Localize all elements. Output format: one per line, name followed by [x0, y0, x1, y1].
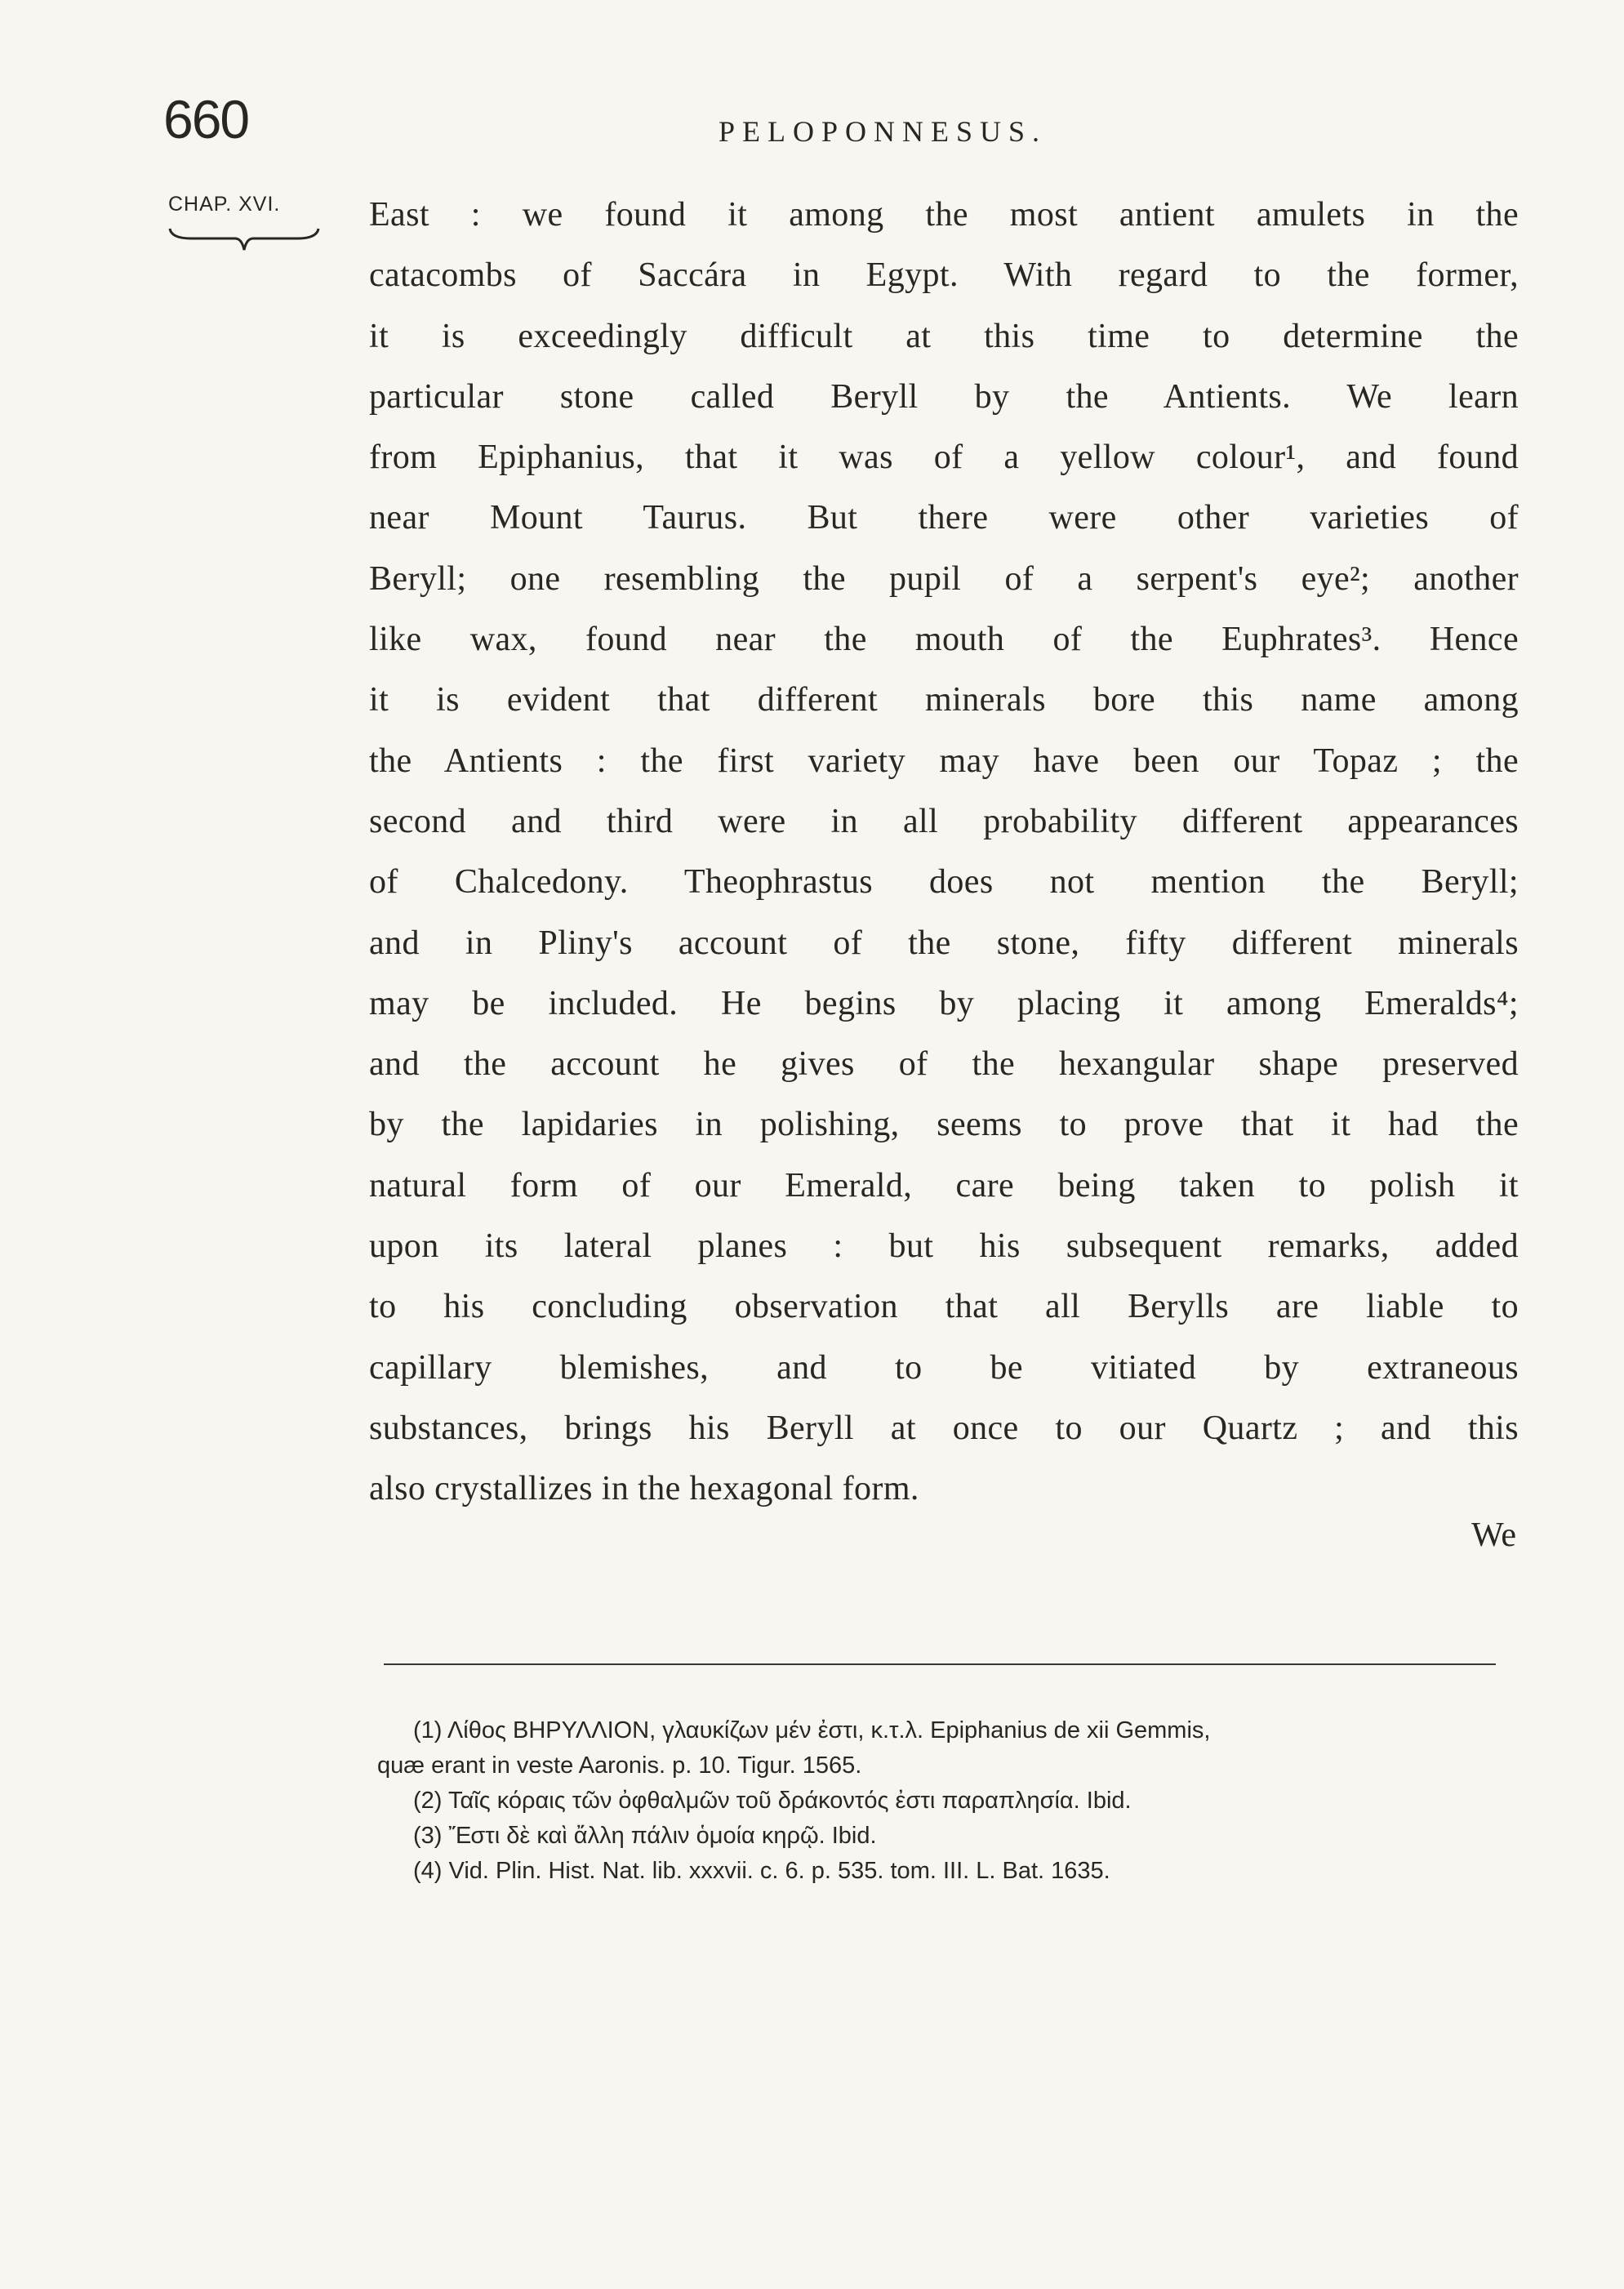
body-text [369, 185, 1519, 1520]
body-line: East : we found it among the most antient amulets in the [369, 196, 1519, 234]
body-line: natural form of our Emerald, care being taken to polish it [369, 1166, 1519, 1205]
footnote-line: (1) Λίθος ΒΗΡΥΛΛΙΟΝ, γλαυκίζων μέν ἐστι, κ.τ.λ. Epiphanius de xii Gemmis, [413, 1717, 1211, 1743]
body-line: and in Pliny's account of the stone, fifty different minerals [369, 924, 1519, 962]
footnote-line: (2) Ταῖς κόραις τῶν ὀφθαλμῶν τοῦ δράκοντός ἐστι παραπλησία. Ibid. [413, 1788, 1132, 1814]
chapter-brace-ornament [167, 224, 322, 256]
footnotes [377, 1713, 1528, 1889]
footnote-divider [384, 1663, 1496, 1665]
body-line: from Epiphanius, that it was of a yellow colour¹, and found [369, 439, 1519, 477]
body-line: also crystallizes in the hexagonal form. [369, 1470, 919, 1508]
body-line: particular stone called Beryll by the Antients. We learn [369, 377, 1519, 416]
chapter-label: CHAP. XVI. [168, 193, 281, 216]
running-head: PELOPONNESUS. [719, 115, 1048, 148]
body-line: to his concluding observation that all Berylls are liable to [369, 1288, 1519, 1326]
body-line: second and third were in all probability different appearances [369, 802, 1519, 840]
body-line: Beryll; one resembling the pupil of a serpent's eye²; another [369, 559, 1519, 598]
body-line: and the account he gives of the hexangular shape preserved [369, 1045, 1519, 1084]
catchword: We [1471, 1516, 1516, 1554]
body-line: the Antients : the first variety may have been our Topaz ; the [369, 741, 1519, 780]
body-line: near Mount Taurus. But there were other varieties of [369, 499, 1519, 537]
footnote-line: (3) Ἔστι δὲ καὶ ἄλλη πάλιν ὁμοία κηρῷ. Ibid. [413, 1823, 877, 1849]
body-line: may be included. He begins by placing it among Emeralds⁴; [369, 984, 1519, 1022]
body-line: by the lapidaries in polishing, seems to prove that it had the [369, 1106, 1519, 1144]
body-line: catacombs of Saccára in Egypt. With regard to the former, [369, 256, 1519, 295]
body-line: capillary blemishes, and to be vitiated by extraneous [369, 1348, 1519, 1387]
page-number: 660 [163, 89, 249, 149]
footnote-line: (4) Vid. Plin. Hist. Nat. lib. xxxvii. c. 6. p. 535. tom. III. L. Bat. 1635. [413, 1858, 1110, 1884]
body-line: of Chalcedony. Theophrastus does not mention the Beryll; [369, 863, 1519, 902]
body-line: like wax, found near the mouth of the Euphrates³. Hence [369, 621, 1519, 659]
footnote-line: quæ erant in veste Aaronis. p. 10. Tigur. 1565. [377, 1752, 862, 1779]
body-line: it is evident that different minerals bore this name among [369, 681, 1519, 719]
body-line: it is exceedingly difficult at this time to determine the [369, 317, 1519, 355]
body-line: upon its lateral planes : but his subsequent remarks, added [369, 1227, 1519, 1266]
body-line: substances, brings his Beryll at once to our Quartz ; and this [369, 1409, 1519, 1447]
